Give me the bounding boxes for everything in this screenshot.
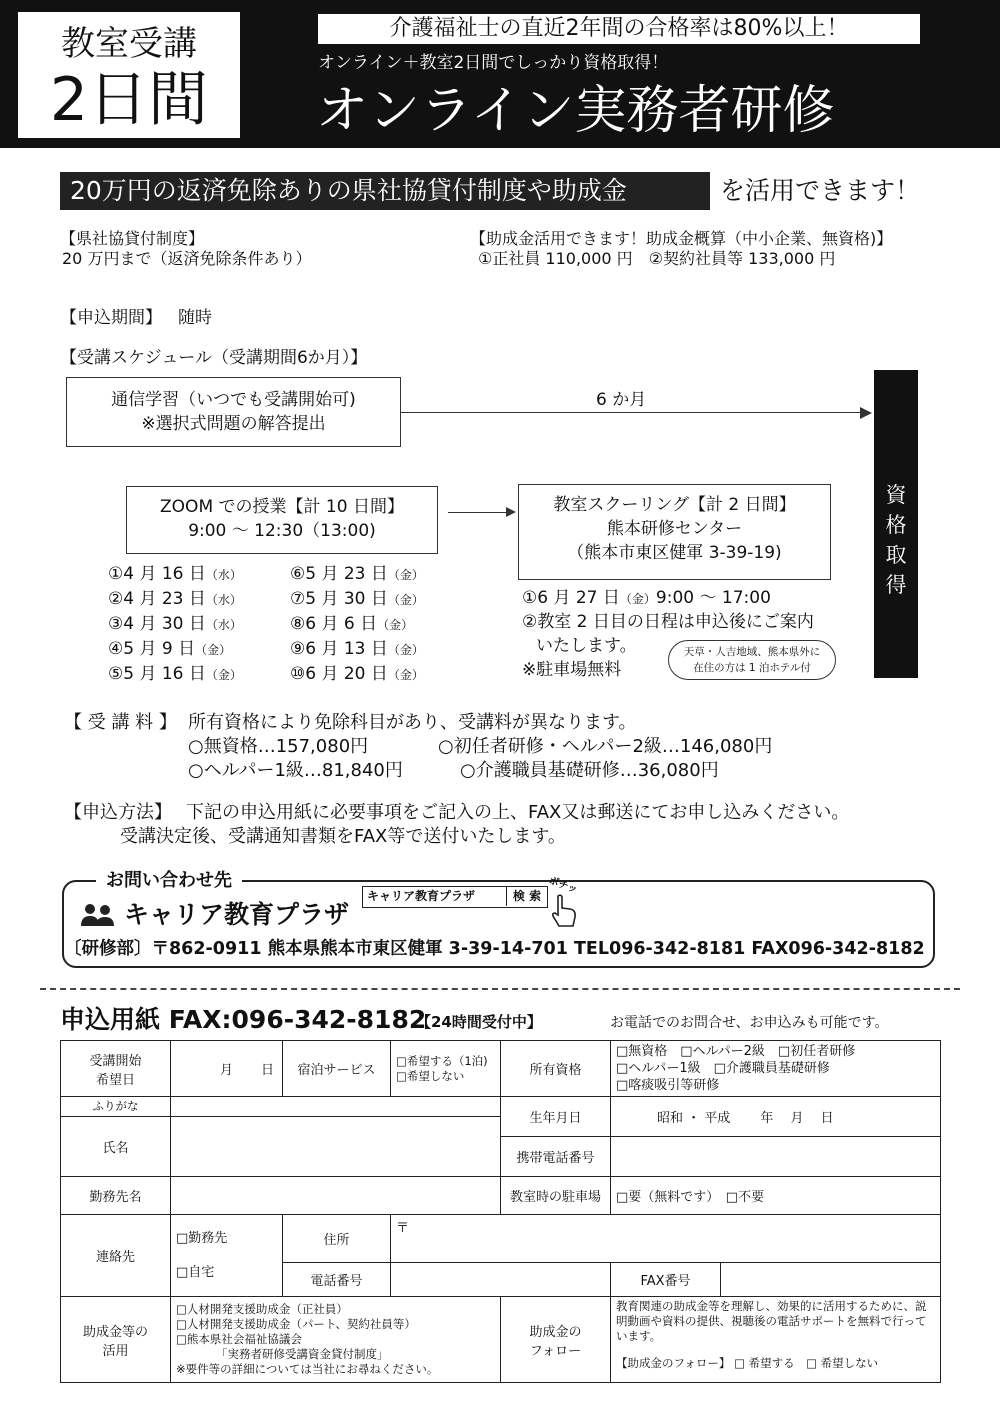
grant-label: 助成金等の 活用: [61, 1297, 171, 1383]
zoom-date: ⑨6 月 13 日（金）: [290, 639, 424, 659]
parking-note: ※駐車場無料: [522, 660, 622, 680]
school-line2: 熊本研修センター: [606, 519, 743, 539]
contact-method-options[interactable]: □勤務先 □自宅: [171, 1215, 283, 1297]
school-day2-line1: ②教室 2 日目の日程は申込後にご案内: [522, 612, 814, 632]
fee-intro: 所有資格により免除科目があり、受講料が異なります。: [188, 712, 637, 733]
badge-line2: 2日間: [49, 65, 209, 135]
qualification-char: 取: [885, 543, 907, 567]
pointing-hand-icon: [550, 894, 578, 928]
lodging-options[interactable]: □希望する（1泊) □希望しない: [391, 1041, 501, 1097]
contact-method-label: 連絡先: [61, 1215, 171, 1297]
lodging-label: 宿泊サービス: [283, 1041, 391, 1097]
loan-title: 【県社協貸付制度】: [60, 229, 205, 248]
subsidy-highlight: 20万円の返済免除ありの県社協貸付制度や助成金: [60, 172, 710, 210]
arrow-head-icon: [506, 507, 516, 517]
zoom-date: ⑥5 月 23 日（金）: [290, 564, 424, 584]
mobile-label: 携帯電話番号: [501, 1137, 611, 1177]
school-line1: 教室スクーリング【計 2 日間】: [553, 495, 796, 515]
contact-address: 〔研修部〕〒862-0911 熊本県熊本市東区健軍 3-39-14-701 TEL096-342-8181 FAX096-342-8182: [64, 939, 925, 959]
fee-item: ○初任者研修・ヘルパー2級…146,080円: [438, 736, 773, 757]
zoom-line1: ZOOM での授業【計 10 日間】: [160, 497, 404, 517]
duration-label: 6 か月: [596, 390, 647, 410]
qualification-options[interactable]: □無資格 □ヘルパー2級 □初任者研修 □ヘルパー1級 □介護職員基礎研修 □喀痰吸引等研修: [611, 1041, 941, 1097]
workplace-label: 勤務先名: [61, 1177, 171, 1215]
form-hours: 【24時間受付中】: [416, 1013, 542, 1031]
zoom-line2: 9:00 ～ 12:30（13:00): [188, 521, 376, 541]
correspondence-study-box: [66, 377, 401, 447]
search-button[interactable]: 検 索: [506, 887, 547, 906]
zoom-date: ③4 月 30 日（水）: [108, 614, 242, 634]
fee-item: ○ヘルパー1級…81,840円: [188, 760, 403, 781]
zoom-dates-left: [108, 562, 242, 687]
zoom-date: ①4 月 16 日（水）: [108, 564, 242, 584]
method-line2: 受講決定後、受講通知書類をFAX等で送付いたします。: [120, 826, 566, 847]
zoom-date: ⑧6 月 6 日（金）: [290, 614, 414, 634]
tel-label: 電話番号: [283, 1263, 391, 1297]
name-field[interactable]: [171, 1117, 501, 1177]
classroom-days-badge: [18, 12, 240, 138]
fee-item: ○介護職員基礎研修…36,080円: [460, 760, 719, 781]
fax-field[interactable]: [721, 1263, 941, 1297]
furigana-field[interactable]: [171, 1097, 501, 1117]
loan-detail: 20 万円まで（返済免除条件あり）: [62, 249, 312, 268]
zoom-date: ②4 月 23 日（水）: [108, 589, 242, 609]
method-line1: 下記の申込用紙に必要事項をご記入の上、FAX又は郵送にてお申し込みください。: [186, 802, 850, 823]
start-date-label: 受講開始 希望日: [61, 1041, 171, 1097]
school-day1: ①6 月 27 日（金）9:00 ～ 17:00: [522, 588, 771, 608]
zoom-date: ⑩6 月 20 日（金）: [290, 664, 424, 684]
zoom-dates-right: [290, 562, 424, 687]
address-field[interactable]: 〒: [391, 1215, 941, 1263]
zoom-date: ⑤5 月 16 日（金）: [108, 664, 242, 684]
furigana-label: ふりがな: [61, 1097, 171, 1117]
school-day2-line2: いたします。: [536, 636, 637, 656]
parking-options[interactable]: □要（無料です） □不要: [611, 1177, 941, 1215]
qualification-char: 資: [885, 483, 907, 507]
correspondence-line1: 通信学習（いつでも受講開始可): [111, 390, 356, 410]
zoom-class-box: [126, 486, 438, 554]
mobile-field[interactable]: [611, 1137, 941, 1177]
zoom-date: ④5 月 9 日（金）: [108, 639, 232, 659]
application-form: [60, 1040, 941, 1383]
form-phone-note: お電話でのお問合せ、お申込みも可能です。: [610, 1015, 889, 1031]
fee-label: 【 受 講 料 】: [64, 712, 177, 733]
header-subtitle: オンライン＋教室2日間でしっかり資格取得！: [318, 53, 669, 73]
grant-options[interactable]: □人材開発支援助成金（正社員） □人材開発支援助成金（パート、契約社員等） □熊本県社会福祉協議会 「実務者研修受講資金貸付制度」 ※要件等の詳細については当社にお尋ねください。: [171, 1297, 501, 1383]
search-bar[interactable]: [362, 886, 548, 908]
tel-field[interactable]: [391, 1263, 611, 1297]
grant-follow-label: 助成金の フォロー: [501, 1297, 611, 1383]
fee-item: ○無資格…157,080円: [188, 736, 369, 757]
fax-label: FAX番号: [611, 1263, 721, 1297]
application-period-value: 随時: [178, 308, 212, 328]
contact-label: お問い合わせ先: [96, 868, 242, 894]
schooling-box: [518, 484, 831, 580]
school-line3: （熊本市東区健軍 3-39-19): [567, 543, 782, 563]
parking-label: 教室時の駐車場: [501, 1177, 611, 1215]
qualification-bar: [874, 370, 918, 678]
click-text: ポチッ: [547, 875, 579, 896]
grant-follow-field[interactable]: 教育関連の助成金等を理解し、効果的に活用するために、説明動画や資料の提供、視聴後の電話サポートを無料で行っています。 【助成金のフォロー】 □ 希望する □ 希望しない: [611, 1297, 941, 1383]
grant-detail: ①正社員 110,000 円 ②契約社員等 133,000 円: [478, 249, 836, 268]
birth-date-field[interactable]: 昭和 ・ 平成 年 月 日: [611, 1097, 941, 1137]
arrow-line-6months: [401, 412, 861, 413]
subsidy-tail: を活用できます！: [720, 176, 921, 205]
workplace-field[interactable]: [171, 1177, 501, 1215]
people-icon: [80, 902, 116, 928]
qualification-char: 格: [885, 513, 907, 537]
schedule-title: 【受講スケジュール（受講期間6か月）】: [60, 348, 368, 368]
cut-line: [40, 988, 960, 990]
arrow-line-zoom-to-school: [448, 512, 508, 513]
badge-line1: 教室受講: [61, 24, 197, 64]
page-title: オンライン実務者研修: [316, 81, 835, 141]
grant-title: 【助成金活用できます！助成金概算（中小企業、無資格)】: [470, 229, 893, 248]
form-title: 申込用紙 FAX:096-342-8182: [60, 1005, 427, 1034]
hotel-note: 天草・人吉地域、熊本県外に 在住の方は 1 泊ホテル付: [668, 640, 836, 680]
correspondence-line2: ※選択式問題の解答提出: [141, 414, 326, 434]
search-input[interactable]: キャリア教育プラザ: [367, 889, 476, 903]
arrow-head-icon: [860, 407, 872, 419]
birth-date-label: 生年月日: [501, 1097, 611, 1137]
application-period-label: 【申込期間】: [60, 308, 162, 328]
qualification-char: 得: [885, 573, 907, 597]
name-label: 氏名: [61, 1117, 171, 1177]
pass-rate-statement: 介護福祉士の直近2年間の合格率は80%以上！: [318, 14, 920, 44]
qualification-label: 所有資格: [501, 1041, 611, 1097]
zoom-date: ⑦5 月 30 日（金）: [290, 589, 424, 609]
method-label: 【申込方法】: [64, 802, 172, 823]
start-date-field[interactable]: 月 日: [171, 1041, 283, 1097]
address-label: 住所: [283, 1215, 391, 1263]
company-name: キャリア教育プラザ: [124, 900, 350, 929]
